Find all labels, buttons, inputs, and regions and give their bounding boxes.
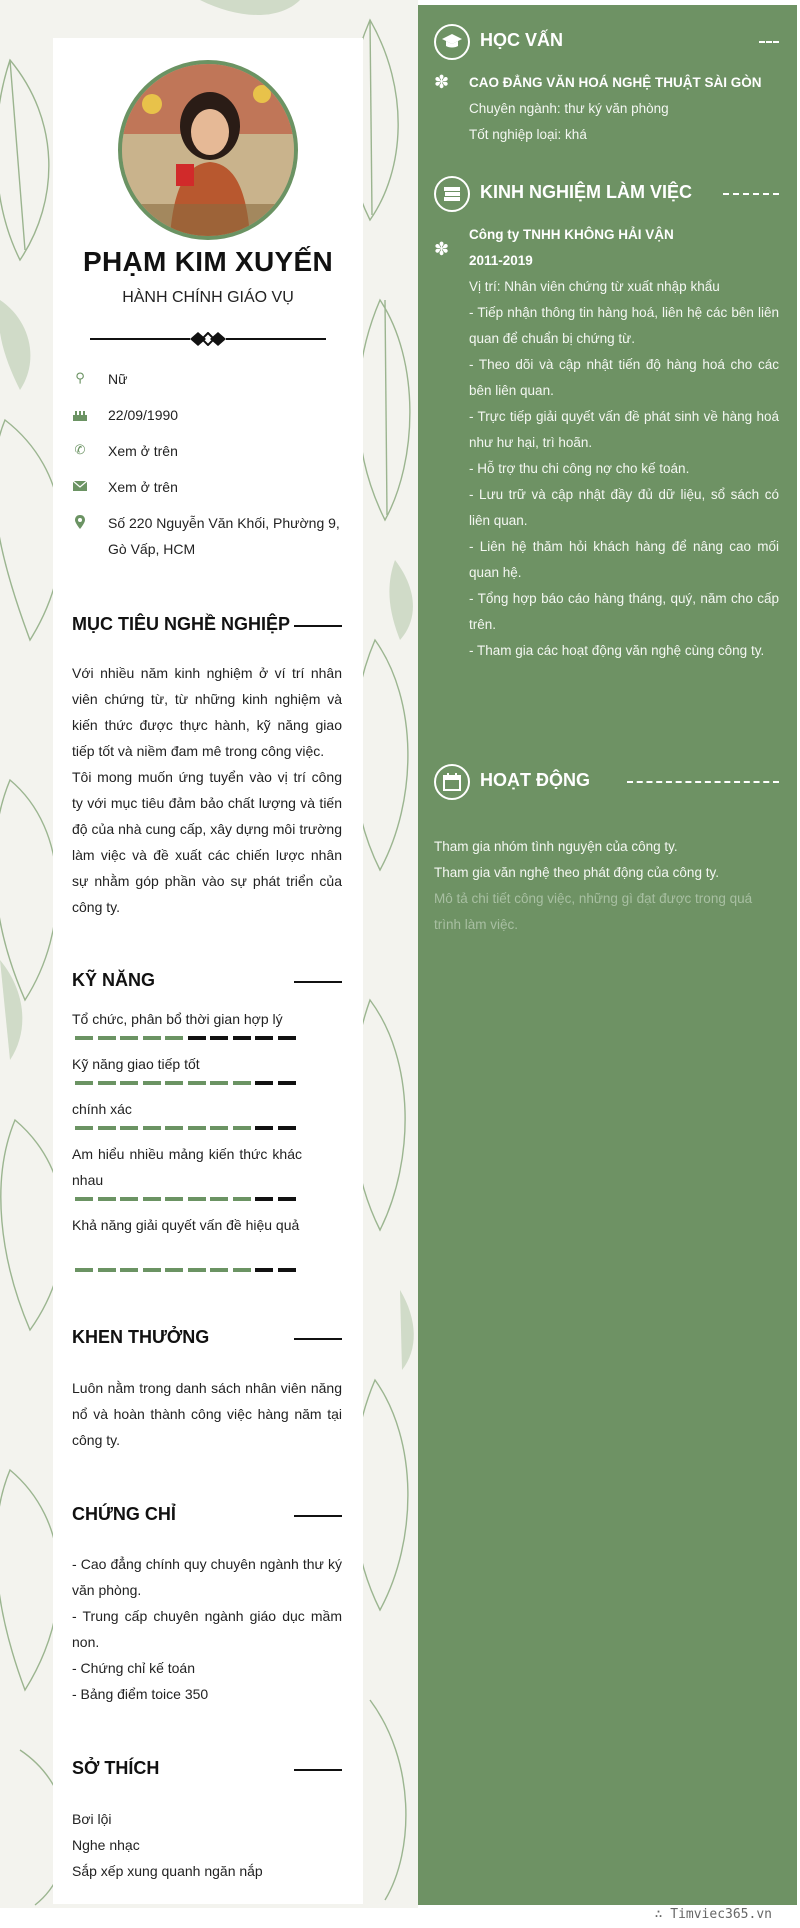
career-goal-heading: [72, 614, 342, 638]
skill-dash: [75, 1126, 93, 1130]
hobbies-list: [72, 1806, 342, 1884]
skill-dash: [165, 1197, 183, 1201]
hobbies-title: SỞ THÍCH: [72, 1758, 160, 1778]
certificates-list: [72, 1551, 342, 1707]
skill-dash: [75, 1036, 93, 1040]
skill-rating: [75, 1126, 300, 1130]
hobbies-heading: [72, 1758, 342, 1782]
birthday-cake-icon: [72, 406, 88, 422]
skill-dash: [120, 1268, 138, 1272]
activity-item: Tham gia văn nghệ theo phát động của công ty.: [434, 865, 719, 880]
skill-dash: [210, 1081, 228, 1085]
education-major: Chuyên ngành: thư ký văn phòng: [469, 101, 669, 116]
skill-name: Khả năng giải quyết vấn đề hiệu quả: [72, 1217, 300, 1233]
skill-dash: [143, 1036, 161, 1040]
contact-birthday: [72, 402, 362, 428]
activities-heading: [434, 764, 786, 802]
skill-dash: [143, 1197, 161, 1201]
certificate-item: - Cao đẳng chính quy chuyên ngành thư ký văn phòng.: [72, 1556, 342, 1598]
skill-dash: [278, 1126, 296, 1130]
certificate-item: - Bảng điểm toice 350: [72, 1686, 209, 1702]
skill-dash: [278, 1197, 296, 1201]
skill-dash: [75, 1197, 93, 1201]
skill-dash: [233, 1126, 251, 1130]
skill-dash: [278, 1081, 296, 1085]
skill-dash: [165, 1081, 183, 1085]
education-grade: Tốt nghiệp loại: khá: [469, 127, 587, 142]
gender-icon: ⚲: [75, 370, 85, 385]
contact-phone: [72, 438, 362, 464]
experience-duty: - Hỗ trợ thu chi công nợ cho kế toán.: [469, 461, 690, 476]
hobby-item: Bơi lội: [72, 1811, 112, 1827]
skill-dash: [75, 1081, 93, 1085]
skill-dash: [98, 1126, 116, 1130]
skill-dash: [255, 1197, 273, 1201]
skill-rating: [75, 1268, 300, 1272]
skill-rating: [75, 1197, 300, 1201]
heading-rule: [294, 1769, 342, 1771]
heading-rule: [294, 981, 342, 983]
contact-email: [72, 474, 362, 500]
experience-duty: - Tổng hợp báo cáo hàng tháng, quý, năm cho cấp trên.: [469, 591, 779, 632]
activity-item: Tham gia nhóm tình nguyện của công ty.: [434, 839, 678, 854]
graduation-cap-icon: [434, 24, 470, 60]
skill-dash: [255, 1268, 273, 1272]
envelope-icon: [72, 478, 88, 494]
heading-dashes: [723, 193, 779, 195]
skill-dash: [143, 1126, 161, 1130]
awards-text: Luôn nằm trong danh sách nhân viên năng nổ và hoàn thành công việc hàng năm tại công ty.: [72, 1380, 342, 1448]
flower-bullet-icon: ✽: [434, 239, 450, 259]
heading-rule: [294, 625, 342, 627]
experience-duty: - Lưu trữ và cập nhật đầy đủ dữ liệu, sổ sách có liên quan.: [469, 487, 779, 528]
skill-dash: [120, 1126, 138, 1130]
activity-placeholder: Mô tả chi tiết công việc, những gì đạt được trong quá trình làm việc.: [434, 891, 753, 932]
skill-name: Tổ chức, phân bổ thời gian hợp lý: [72, 1011, 283, 1027]
skills-heading: [72, 970, 342, 994]
books-icon: [434, 176, 470, 212]
contact-address: [72, 510, 362, 562]
skill-dash: [98, 1081, 116, 1085]
skill-dash: [143, 1081, 161, 1085]
map-pin-icon: [72, 514, 88, 530]
skill-dash: [278, 1036, 296, 1040]
career-goal-p2: Tôi mong muốn ứng tuyển vào vị trí công ty với mục tiêu đảm bảo chất lượng và tiến độ của nhà cung cấp, xây dựng môi trường làm việc và đề xuất các chiến lược nhân sự nhằm góp phần vào sự phát triển của công ty.: [72, 769, 342, 915]
skill-dash: [233, 1036, 251, 1040]
skill-name: Kỹ năng giao tiếp tốt: [72, 1056, 200, 1072]
contact-gender: [72, 366, 362, 392]
experience-duty: - Trực tiếp giải quyết vấn đề phát sinh về hàng hoá như hư hại, trì hoãn.: [469, 409, 779, 450]
gender-value: Nữ: [108, 371, 128, 387]
skill-dash: [165, 1036, 183, 1040]
email-value: Xem ở trên: [108, 479, 178, 495]
skill-dash: [143, 1268, 161, 1272]
skill-dash: [98, 1268, 116, 1272]
skill-dash: [210, 1036, 228, 1040]
skill-dash: [210, 1126, 228, 1130]
certificate-item: - Chứng chỉ kế toán: [72, 1660, 195, 1676]
experience-position: Vị trí: Nhân viên chứng từ xuất nhập khẩu: [469, 279, 720, 294]
skill-dash: [98, 1036, 116, 1040]
skill-dash: [75, 1268, 93, 1272]
skill-dash: [233, 1197, 251, 1201]
skill-dash: [210, 1197, 228, 1201]
hobby-item: Nghe nhạc: [72, 1837, 140, 1853]
skill-dash: [165, 1268, 183, 1272]
skill-dash: [233, 1081, 251, 1085]
skill-name: Am hiểu nhiều mảng kiến thức khác nhau: [72, 1146, 302, 1188]
experience-details: [469, 222, 779, 664]
skill-dash: [233, 1268, 251, 1272]
experience-company: Công ty TNHH KHÔNG HẢI VẬN: [469, 227, 674, 242]
certificates-title: CHỨNG CHỈ: [72, 1504, 176, 1524]
experience-period: 2011-2019: [469, 253, 533, 268]
heading-dashes: [759, 41, 779, 43]
experience-duty: - Tham gia các hoạt động văn nghệ cùng công ty.: [469, 643, 765, 658]
experience-duty: - Liên hệ thăm hỏi khách hàng để nâng cao mối quan hệ.: [469, 539, 779, 580]
skill-dash: [188, 1268, 206, 1272]
experience-duty: - Theo dõi và cập nhật tiến độ hàng hoá cho các bên liên quan.: [469, 357, 779, 398]
certificate-item: - Trung cấp chuyên ngành giáo dục mầm non.: [72, 1608, 342, 1650]
awards-heading: [72, 1327, 342, 1351]
activities-list: [434, 834, 780, 938]
address-value: Số 220 Nguyễn Văn Khối, Phường 9, Gò Vấp, HCM: [108, 515, 340, 557]
birthday-value: 22/09/1990: [108, 407, 179, 423]
avatar: [118, 60, 298, 240]
career-goal-title: MỤC TIÊU NGHỀ NGHIỆP: [72, 614, 291, 634]
awards-title: KHEN THƯỞNG: [72, 1327, 210, 1347]
skill-dash: [188, 1197, 206, 1201]
skill-rating: [75, 1036, 300, 1040]
education-school: CAO ĐẲNG VĂN HOÁ NGHỆ THUẬT SÀI GÒN: [469, 75, 762, 90]
career-goal-p1: Với nhiều năm kinh nghiệm ở ví trí nhân viên chứng từ, từ những kinh nghiệm và kiến thức được thực hành, kỹ năng giao tiếp tốt và niềm đam mê trong công việc.: [72, 665, 342, 759]
education-heading: [434, 24, 786, 62]
skill-rating: [75, 1081, 300, 1085]
education-title: HỌC VẤN: [480, 30, 564, 50]
experience-title: KINH NGHIỆM LÀM VIỆC: [480, 182, 693, 202]
skill-dash: [210, 1268, 228, 1272]
skill-dash: [120, 1036, 138, 1040]
name-divider: [90, 332, 326, 346]
experience-duty: - Tiếp nhận thông tin hàng hoá, liên hệ các bên liên quan để chuẩn bị chứng từ.: [469, 305, 779, 346]
heading-rule: [294, 1338, 342, 1340]
skill-dash: [120, 1197, 138, 1201]
phone-icon: ✆: [74, 442, 86, 457]
skill-dash: [98, 1197, 116, 1201]
skill-dash: [255, 1081, 273, 1085]
activities-title: HOẠT ĐỘNG: [480, 770, 590, 790]
candidate-name: PHẠM KIM XUYẾN: [83, 246, 333, 277]
phone-value: Xem ở trên: [108, 443, 178, 459]
skill-name: chính xác: [72, 1101, 132, 1117]
skills-title: KỸ NĂNG: [72, 970, 156, 990]
skill-dash: [255, 1126, 273, 1130]
flower-bullet-icon: ✽: [434, 72, 450, 92]
experience-heading: [434, 176, 786, 214]
skill-dash: [278, 1268, 296, 1272]
education-details: [469, 70, 779, 148]
candidate-title: HÀNH CHÍNH GIÁO VỤ: [122, 289, 294, 306]
skill-dash: [188, 1081, 206, 1085]
certificates-heading: [72, 1504, 342, 1528]
calendar-icon: [434, 764, 470, 800]
skill-dash: [188, 1126, 206, 1130]
skill-dash: [165, 1126, 183, 1130]
skill-dash: [255, 1036, 273, 1040]
heading-dashes: [627, 781, 779, 783]
hobby-item: Sắp xếp xung quanh ngăn nắp: [72, 1863, 263, 1879]
skill-dash: [120, 1081, 138, 1085]
career-goal-text: [72, 660, 342, 920]
watermark: ∴ Timviec365.vn: [654, 1907, 772, 1922]
heading-rule: [294, 1515, 342, 1517]
skill-dash: [188, 1036, 206, 1040]
